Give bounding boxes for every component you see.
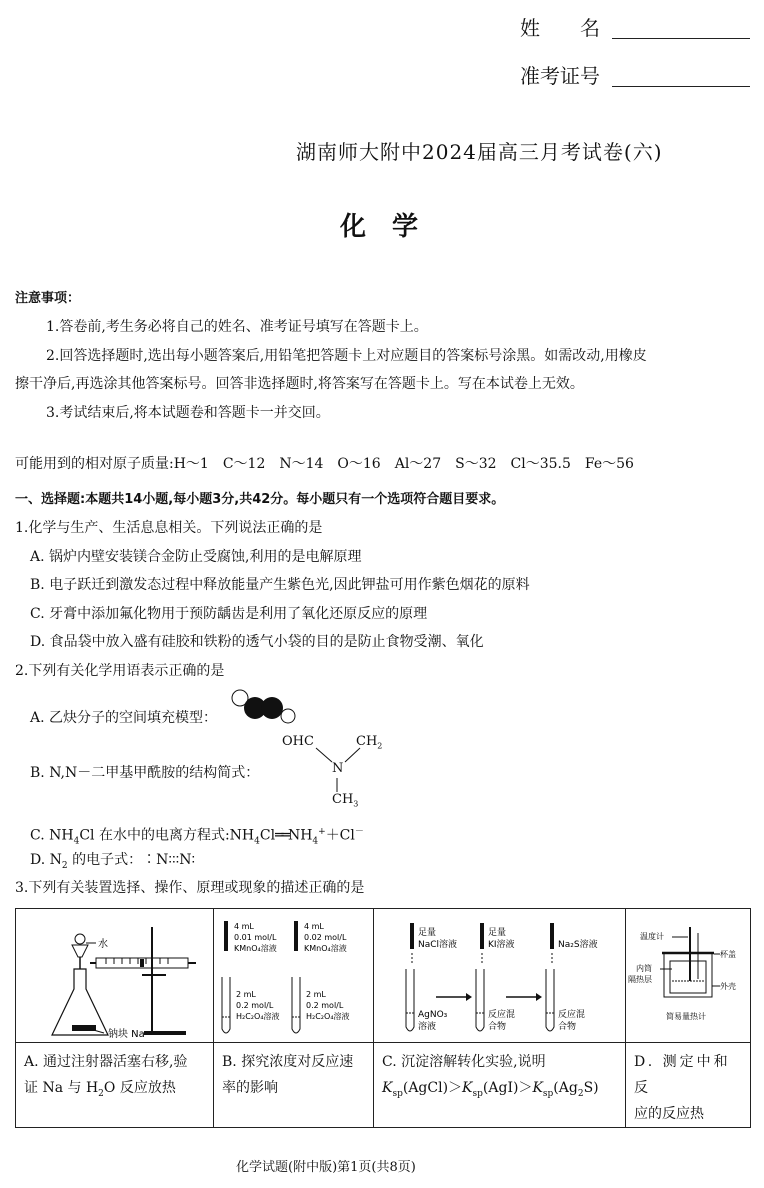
svg-text:KI溶液: KI溶液 [488,940,515,950]
notice-heading: 注意事项： [15,291,81,306]
svg-text:足量: 足量 [418,928,437,938]
svg-text:AgNO₃: AgNO₃ [418,1010,448,1020]
svg-text:4 mL: 4 mL [304,922,324,931]
c-atom-2 [261,697,283,719]
svg-text:0.02 mol/L: 0.02 mol/L [304,933,347,942]
label-sodium: 钠块 Na [108,1029,145,1040]
notice-item-3: 3.考试结束后,将本试题卷和答题卡一并交回。 [46,405,330,421]
svg-text:合物: 合物 [558,1022,577,1032]
ohc-group: OHC [282,734,314,749]
q2-option-d: D. $N_2$ 的电子式：∶N∶∶∶N∶ [30,852,196,871]
q3-option-c: C. 沉淀溶解转化实验,说明 $K_{sp}(AgCl)>K_{sp}(AgI)>K_{sp}(Ag_2S)$ [374,1043,626,1128]
q3-figure-a [16,909,214,1043]
q3-stem: 3.下列有关装置选择、操作、原理或现象的描述正确的是 [15,880,365,896]
svg-text:2 mL: 2 mL [306,990,326,999]
svg-text:反应混: 反应混 [558,1010,586,1020]
section1-heading: 一、选择题:本题共14小题,每小题3分,共42分。每小题只有一个选项符合题目要求。 [15,492,505,507]
svg-text:0.2 mol/L: 0.2 mol/L [306,1001,344,1010]
svg-text:H₂C₂O₄溶液: H₂C₂O₄溶液 [306,1012,350,1021]
svg-text:反应混: 反应混 [488,1010,516,1020]
svg-text:0.2 mol/L: 0.2 mol/L [236,1001,274,1010]
acetylene-model-figure [228,688,300,728]
svg-text:KMnO₄溶液: KMnO₄溶液 [234,944,277,953]
svg-text:KMnO₄溶液: KMnO₄溶液 [304,944,347,953]
h-atom-right [281,709,295,723]
exam-title: 湖南师大附中2024届高三月考试卷(六) [296,140,663,164]
name-label: 姓 名 [520,16,600,40]
svg-text:隔热层: 隔热层 [628,975,652,984]
q3-option-a: A. 通过注射器活塞右移,验 证 Na 与 $H_2O$ 反应放热 [16,1043,214,1128]
notice-item-1: 1.答卷前,考生务必将自己的姓名、准考证号填写在答题卡上。 [46,319,428,335]
svg-text:合物: 合物 [488,1022,507,1032]
name-field[interactable] [612,38,750,39]
svg-text:Na₂S溶液: Na₂S溶液 [558,940,598,950]
q3-option-d: D. 测定中和反 应的反应热 [626,1043,751,1128]
svg-text:外壳: 外壳 [720,982,736,991]
q1-option-a: A. 锅炉内壁安装镁合金防止受腐蚀,利用的是电解原理 [30,549,362,565]
q1-option-b: B. 电子跃迁到激发态过程中释放能量产生紫色光,因此钾盐可用作紫色烟花的原料 [30,577,530,593]
svg-text:杯盖: 杯盖 [720,950,736,959]
exam-id-label: 准考证号 [520,64,600,88]
n-atom: N [332,761,344,776]
svg-text:足量: 足量 [488,928,507,938]
svg-text:溶液: 溶液 [418,1022,437,1032]
page-footer: 化学试题(附中版)第1页(共8页) [236,1160,416,1175]
svg-text:4 mL: 4 mL [234,922,254,931]
notice-item-2-line1: 2.回答选择题时,选出每小题答案后,用铅笔把答题卡上对应题目的答案标号涂黑。如需改动,用橡皮 [46,348,647,364]
q3-figure-d [626,909,751,1043]
q3-table [15,908,751,1128]
exam-id-field[interactable] [612,86,750,87]
svg-text:2 mL: 2 mL [236,990,256,999]
q1-stem: 1.化学与生产、生活息息相关。下列说法正确的是 [15,520,323,536]
svg-text:内筒: 内筒 [636,964,652,973]
ch2-group: $CH_2$ [356,734,383,751]
q2-option-b: B. N,N－二甲基甲酰胺的结构简式： [30,765,260,781]
notice-item-2-line2: 擦干净后,再选涂其他答案标号。回答非选择题时,将答案写在答题卡上。写在本试卷上无效。 [15,376,584,392]
q2-option-c: C. $NH_4Cl$ 在水中的电离方程式$:NH_4Cl══NH_4^++Cl^-$ [30,827,364,847]
dmf-structure [282,734,402,814]
q1-option-d: D. 食品袋中放入盛有硅胶和铁粉的透气小袋的目的是防止食物受潮、氧化 [30,634,484,650]
subject-title: 化学 [340,212,445,242]
svg-text:NaCl溶液: NaCl溶液 [418,940,458,950]
q2-option-a: A. 乙炔分子的空间填充模型： [30,710,218,726]
dmf-bonds [282,734,402,814]
svg-text:H₂C₂O₄溶液: H₂C₂O₄溶液 [236,1012,280,1021]
svg-text:0.01 mol/L: 0.01 mol/L [234,933,277,942]
label-water: 水 [98,939,108,950]
svg-text:简易量热计: 简易量热计 [666,1012,706,1021]
q3-option-b: B. 探究浓度对反应速 率的影响 [214,1043,374,1128]
q3-figure-b [214,909,374,1043]
svg-text:温度计: 温度计 [640,932,664,941]
atomic-masses: 可能用到的相对原子质量:H～1 C～12 N～14 O～16 Al～27 S～32 Cl～35.5 Fe～56 [15,456,634,472]
q3-figure-c [374,909,626,1043]
q1-option-c: C. 牙膏中添加氟化物用于预防龋齿是利用了氧化还原反应的原理 [30,606,428,622]
ch3-group: $CH_3$ [332,792,359,809]
q2-stem: 2.下列有关化学用语表示正确的是 [15,663,225,679]
